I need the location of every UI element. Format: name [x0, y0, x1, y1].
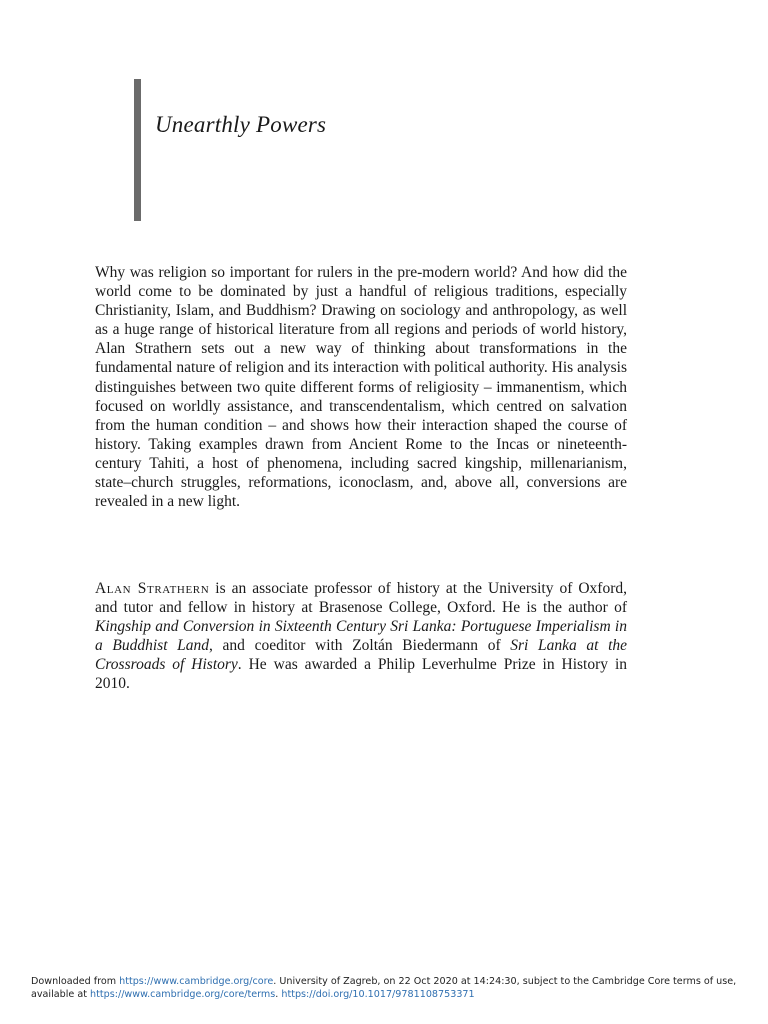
author-name: Alan Strathern [95, 580, 210, 597]
bio-text-3: . He was awarded a Philip Leverhulme Prize in History in 2010. [95, 656, 628, 693]
terms-link[interactable]: https://www.cambridge.org/core/terms [90, 988, 276, 1000]
bio-text-2: , and coeditor with Zoltán Biedermann of [209, 637, 511, 655]
book-title: Unearthly Powers [155, 112, 327, 137]
description-paragraph: Why was religion so important for rulers in the pre-modern world? And how did the world come to be dominated by just a handful of religious traditions, especially Christianity, Islam, and Buddhism? Drawing on sociology and anthropology, as well as a huge range of historical literature from all regions and periods of world history, Alan Strathern sets out a new way of thinking about transformations in the fundamental nature of religion and its interaction with political authority. His analysis distinguishes between two quite different forms of religiosity – immanentism, which focused on worldly assistance, and transcendentalism, which centred on salvation from the human condition – and shows how their interaction shaped the course of history. Taking examples drawn from Ancient Rome to the Incas or nineteenth-century Tahiti, a host of phenomena, including sacred kingship, millenarianism, state–church struggles, reformations, iconoclasm, and, above all, conversions are revealed in a new light. [95, 264, 627, 511]
author-bio [95, 579, 627, 694]
doi-link[interactable]: https://doi.org/10.1017/9781108753371 [281, 988, 475, 1000]
bio-text-1: is an associate professor of history at the University of Oxford, and tutor and fellow in history at Brasenose College, Oxford. He is the author of [95, 580, 628, 617]
footer-text-2: . University of Zagreb, on 22 Oct 2020 at 14:24:30, subject to the Cambridge Core terms of use, available at [31, 976, 737, 1000]
book-description [95, 263, 627, 511]
decorative-title-bar [134, 79, 141, 221]
book-title-2: Sri Lanka at the Crossroads of History [95, 637, 628, 674]
cambridge-core-link[interactable]: https://www.cambridge.org/core [119, 976, 274, 987]
download-footer [31, 976, 745, 1001]
bio-paragraph [95, 579, 627, 694]
footer-text-1: Downloaded from [31, 976, 120, 987]
book-title-1: Kingship and Conversion in Sixteenth Century Sri Lanka: Portuguese Imperialism in a Buddhist Land [95, 618, 627, 655]
footer-text-3: . [275, 988, 282, 1000]
